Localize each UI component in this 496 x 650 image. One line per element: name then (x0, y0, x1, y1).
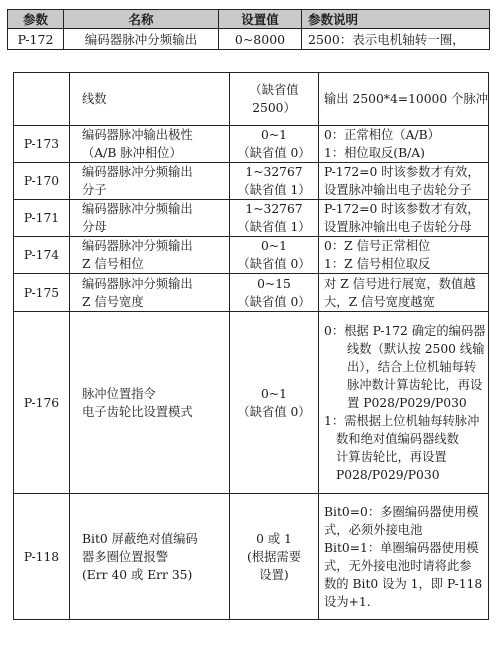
name-line: Z 信号宽度 (82, 294, 144, 309)
desc-line: 设置脉冲输出电子齿轮分母 (324, 220, 472, 234)
desc-line: 设置脉冲输出电子齿轮分子 (324, 183, 472, 197)
param-setting (230, 237, 319, 274)
parameter-table (13, 72, 489, 620)
name-line: 分母 (82, 220, 107, 234)
param-name (70, 312, 230, 494)
param-code: P-171 (14, 200, 70, 237)
table-row (14, 312, 489, 494)
desc-line: 1：Z 信号相位取反 (324, 257, 431, 271)
set-line: 1~32767 (245, 165, 303, 179)
table-row (14, 126, 489, 163)
param-description (319, 163, 489, 200)
param-code: P-174 (14, 237, 70, 274)
name-line: （A/B 脉冲相位） (82, 146, 182, 160)
desc-line: 线数（默认按 2500 线输 (347, 341, 485, 356)
header-desc: 参数说明 (302, 10, 490, 29)
desc-line: 数和绝对值编码器线数 (336, 431, 459, 446)
desc-line: 对 Z 信号进行展宽，数值越 (324, 276, 476, 291)
desc-line: Bit0=1：单圈编码器使用模 (324, 540, 479, 555)
desc-line: 数的 Bit0 设为 1，即 P-118 (324, 576, 483, 591)
name-line: 编码器脉冲分频输出 (82, 276, 193, 291)
desc-line: 1：需根据上位机轴每转脉冲 (324, 413, 480, 428)
set-line: (根据需要 (247, 549, 301, 564)
set-line: 0~15 (257, 276, 291, 291)
desc-line: 计算齿轮比，再设置 (336, 449, 447, 464)
table-row (14, 163, 489, 200)
desc-line: Bit0=0：多圈编码器使用模 (324, 504, 479, 519)
param-name (70, 163, 230, 200)
param-name (70, 274, 230, 312)
set-line: （缺省值 (249, 83, 299, 97)
param-setting (230, 200, 319, 237)
set-line: （缺省值 1） (237, 220, 311, 234)
header-row (8, 10, 490, 29)
name-line: 编码器脉冲分频输出 (82, 202, 193, 216)
name-line: 编码器脉冲分频输出 (82, 165, 193, 179)
desc-line: 1：相位取反(B/A) (324, 146, 425, 160)
table-row (14, 274, 489, 312)
param-code (14, 73, 70, 126)
param-description (319, 73, 489, 126)
param-description (319, 126, 489, 163)
name-line: Z 信号相位 (82, 257, 144, 271)
desc-line: 式，无外接电池时请将此参 (324, 558, 472, 573)
table-row (14, 73, 489, 126)
set-line: （缺省值 0） (237, 146, 311, 160)
set-line: 设置) (259, 567, 289, 582)
param-setting (230, 163, 319, 200)
desc-line: 脉冲数计算齿轮比，再设 (347, 377, 483, 392)
param-description (319, 237, 489, 274)
param-setting (230, 126, 319, 163)
desc-line: 输出 2500*4=10000 个脉冲 (324, 92, 488, 106)
desc-line: 置 P028/P029/P030 (347, 395, 467, 410)
set-line: 0 或 1 (256, 531, 292, 546)
set-line: 1~32767 (245, 202, 303, 216)
name-line: 电子齿轮比设置模式 (82, 404, 193, 419)
param-setting (230, 312, 319, 494)
table-row (14, 200, 489, 237)
name-line: 线数 (82, 92, 107, 106)
param-code: P-175 (14, 274, 70, 312)
name-line: (Err 40 或 Err 35) (82, 567, 193, 582)
desc-line: 大，Z 信号宽度越宽 (324, 294, 435, 309)
header-name: 名称 (64, 10, 219, 29)
table-row (14, 237, 489, 274)
desc-line: 式，必须外接电池 (324, 522, 423, 537)
desc-line: 0：Z 信号正常相位 (324, 239, 431, 253)
desc-line: 设为+1. (324, 594, 371, 609)
param-name: 编码器脉冲分频输出 (64, 29, 219, 50)
name-line: Bit0 屏蔽绝对值编码 (82, 531, 198, 546)
set-line: 2500） (252, 101, 296, 115)
set-line: （缺省值 0） (237, 294, 311, 309)
param-code: P-172 (8, 29, 64, 50)
desc-line: P-172=0 时该参数才有效， (324, 165, 480, 179)
param-description (319, 274, 489, 312)
desc-line: P-172=0 时该参数才有效， (324, 202, 480, 216)
param-code: P-173 (14, 126, 70, 163)
set-line: （缺省值 1） (237, 183, 311, 197)
desc-line: 0：正常相位（A/B） (324, 128, 440, 142)
set-line: 0~1 (261, 128, 287, 142)
param-code: P-176 (14, 312, 70, 494)
top-parameter-table (7, 9, 490, 50)
desc-line: P028/P029/P030 (336, 467, 440, 482)
name-line: 编码器脉冲分频输出 (82, 239, 193, 253)
param-name (70, 237, 230, 274)
name-line: 脉冲位置指令 (82, 386, 156, 401)
param-setting (230, 274, 319, 312)
param-name (70, 126, 230, 163)
param-code: P-118 (14, 494, 70, 620)
name-line: 器多圈位置报警 (82, 549, 169, 564)
param-name (70, 200, 230, 237)
name-line: 分子 (82, 183, 107, 197)
header-set: 设置值 (219, 10, 302, 29)
table-row (14, 494, 489, 620)
param-description (319, 200, 489, 237)
set-line: （缺省值 0） (237, 257, 311, 271)
set-line: （缺省值 0） (237, 404, 311, 419)
desc-line: 出），结合上位机轴每转 (347, 359, 477, 374)
set-line: 0~1 (261, 386, 287, 401)
param-name (70, 73, 230, 126)
set-line: 0~1 (261, 239, 287, 253)
param-setting: 0~8000 (219, 29, 302, 50)
table-row (8, 29, 490, 50)
param-description (319, 494, 489, 620)
param-description (319, 312, 489, 494)
desc-line: 0：根据 P-172 确定的编码器 (324, 323, 486, 338)
header-param: 参数 (8, 10, 64, 29)
param-code: P-170 (14, 163, 70, 200)
param-setting (230, 494, 319, 620)
param-description: 2500：表示电机轴转一圈， (302, 29, 490, 50)
param-name (70, 494, 230, 620)
param-setting (230, 73, 319, 126)
name-line: 编码器脉冲输出极性 (82, 128, 193, 142)
